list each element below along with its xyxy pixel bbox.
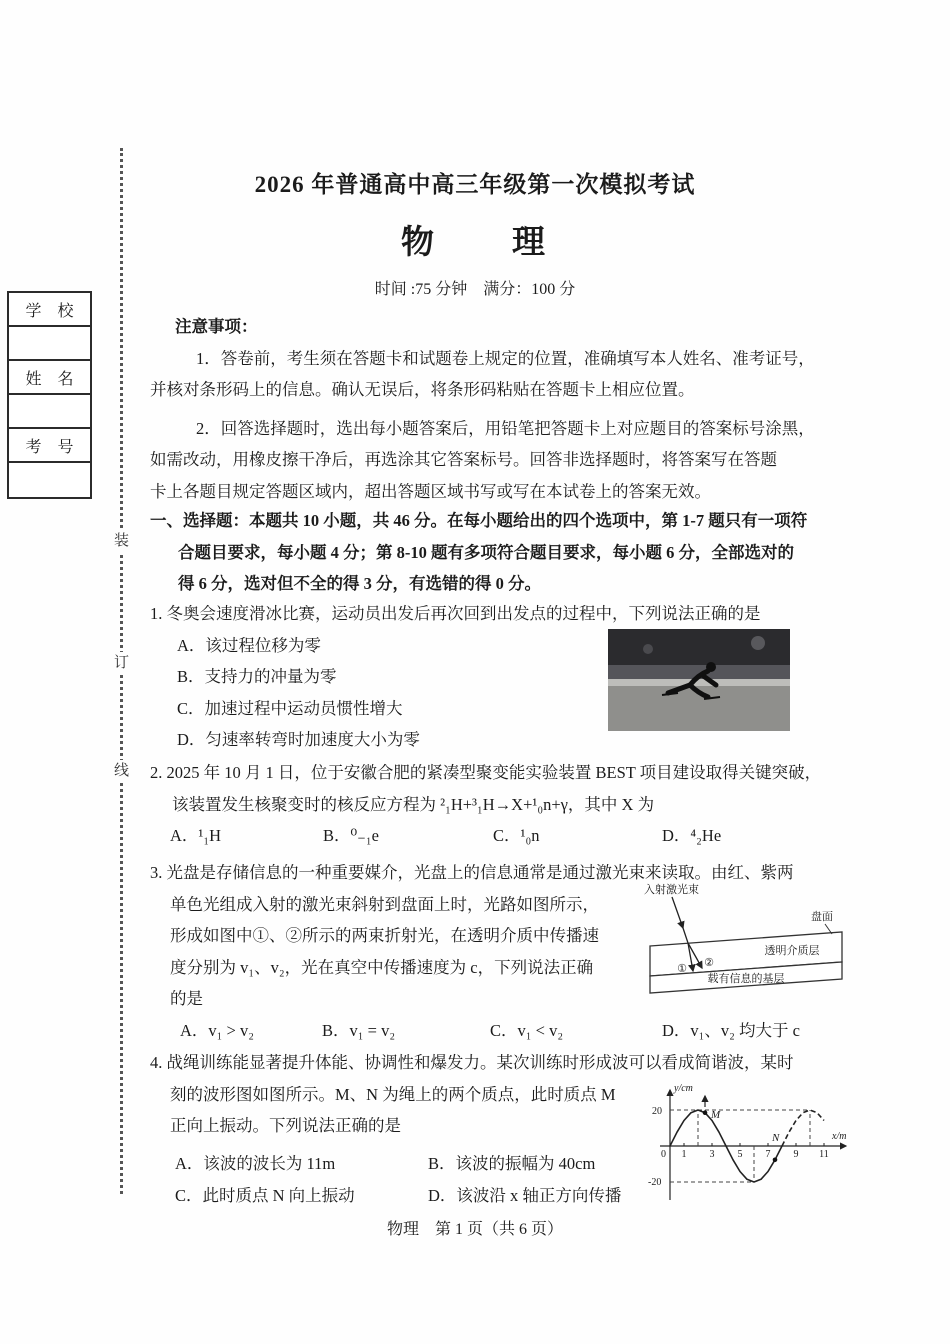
y-min-label: -20 — [648, 1177, 662, 1188]
transparent-layer-label: 透明介质层 — [764, 945, 820, 957]
q3-option-c: C．v₁ < v₂ — [490, 1020, 564, 1040]
name-input-box — [9, 395, 90, 429]
q4-stem-line2: 刻的波形图如图所示。M、N 为绳上的两个质点，此时质点 M — [170, 1084, 616, 1104]
y-max-label: 20 — [652, 1106, 662, 1117]
origin-label: 0 — [661, 1149, 666, 1160]
q4-option-a: A．该波的波长为 11m — [175, 1153, 336, 1173]
point-n-dot — [773, 1158, 778, 1163]
q2-stem-line1: 2. 2025 年 10 月 1 日，位于安徽合肥的紧凑型聚变能实验装置 BEST 项目建设取得关键突破， — [150, 763, 822, 782]
q1-option-c: C．加速过程中运动员惯性增大 — [177, 698, 403, 718]
q3-option-b: B．v₁ = v₂ — [322, 1020, 396, 1040]
x-tick-11: 11 — [819, 1149, 829, 1160]
q2-option-b: B．⁰₋₁e — [323, 826, 379, 846]
school-label: 学 校 — [9, 293, 90, 327]
point-m-label: M — [711, 1109, 721, 1121]
disc-surface-label: 盘面 — [811, 911, 833, 923]
q3-option-a: A．v₁ > v₂ — [180, 1020, 254, 1040]
page-footer: 物理 第 1 页（共 6 页） — [386, 1221, 563, 1238]
q4-option-c: C．此时质点 N 向上振动 — [175, 1185, 355, 1205]
q3-options-row — [150, 1015, 800, 1047]
name-label: 姓 名 — [9, 361, 90, 395]
notice-item2-line3: 卡上各题目规定答题区域内，超出答题区域书写或写在本试卷上的答案无效。 — [150, 481, 711, 501]
q4-option-b: B．该波的振幅为 40cm — [428, 1153, 596, 1173]
student-info-table — [7, 291, 92, 499]
page-title: 2026 年普通高中高三年级第一次模拟考试 — [254, 172, 696, 197]
incident-ray — [672, 897, 683, 928]
q3-stem-line4: 度分别为 v₁、v₂，光在真空中传播速度为 c，下列说法正确 — [170, 957, 594, 977]
wave-graph — [648, 1078, 853, 1215]
ray1-label: ① — [677, 963, 687, 975]
q1-option-a: A．该过程位移为零 — [177, 635, 321, 655]
q1-option-d: D．匀速率转弯时加速度大小为零 — [177, 730, 420, 750]
notice-heading: 注意事项： — [175, 317, 258, 336]
speed-skating-photo — [608, 629, 790, 736]
binding-char-ding: 订 — [111, 652, 132, 674]
ray2-label: ② — [704, 957, 714, 969]
exam-meta: 时间 :75 分钟 满分：100 分 — [374, 281, 576, 298]
x-tick-1: 1 — [681, 1149, 687, 1160]
section-header-line3: 得 6 分，选对但不全的得 3 分，有选错的得 0 分。 — [178, 574, 541, 594]
section-header-line2: 合题目要求，每小题 4 分；第 8-10 题有多项符合题目要求，每小题 6 分，全部选对的 — [178, 542, 794, 562]
q3-stem-line5: 的是 — [170, 989, 203, 1009]
x-axis-label: x/m — [832, 1131, 847, 1142]
school-input-box — [9, 327, 90, 361]
disc-diagram — [642, 882, 847, 1009]
q2-option-d: D．⁴₂He — [662, 826, 722, 846]
notice-item2-line2: 如需改动，用橡皮擦干净后，再选涂其它答案标号。回答非选择题时，将答案写在答题 — [150, 450, 777, 470]
x-tick-5: 5 — [737, 1149, 743, 1160]
q1-stem: 1. 冬奥会速度滑冰比赛，运动员出发后再次回到出发点的过程中，下列说法正确的是 — [150, 604, 761, 623]
point-n-label: N — [772, 1132, 780, 1144]
notice-item2-line1: 2．回答选择题时，选出每小题答案后，用铅笔把答题卡上对应题目的答案标号涂黑， — [196, 418, 815, 438]
q2-stem-line2: 该装置发生核聚变时的核反应方程为 ²₁H+³₁H→X+¹₀n+γ，其中 X 为 — [172, 794, 655, 814]
q2-option-c: C．¹₀n — [493, 826, 540, 846]
q1-option-b: B．支持力的冲量为零 — [177, 667, 337, 687]
q3-stem-line3: 形成如图中①、②所示的两束折射光，在透明介质中传播速 — [170, 926, 599, 946]
y-axis-label: y/cm — [674, 1083, 693, 1094]
subject-title: 物 理 — [401, 225, 549, 261]
question-2 — [150, 757, 821, 852]
notice-item1-line1: 1．答卷前，考生须在答题卡和试题卷上规定的位置，准确填写本人姓名、准考证号， — [196, 348, 815, 368]
x-tick-3: 3 — [709, 1149, 715, 1160]
q4-option-d: D．该波沿 x 轴正方向传播 — [428, 1185, 622, 1205]
notice-section — [150, 311, 860, 508]
section-header-line1: 一、选择题：本题共 10 小题，共 46 分。在每小题给出的四个选项中，第 1-7 题只有一项符 — [150, 511, 808, 530]
examno-input-box — [9, 463, 90, 497]
point-m-dot — [703, 1110, 708, 1115]
q2-options-row — [150, 820, 821, 852]
q4-stem-line3: 正向上振动。下列说法正确的是 — [170, 1116, 401, 1136]
base-layer-label: 载有信息的基层 — [707, 973, 785, 985]
q3-option-d: D．v₁、v₂ 均大于 c — [662, 1020, 800, 1040]
q3-stem-line2: 单色光组成入射的激光束斜射到盘面上时，光路如图所示， — [170, 894, 599, 914]
x-tick-9: 9 — [793, 1149, 799, 1160]
x-tick-7: 7 — [765, 1149, 771, 1160]
q3-stem-line1: 3. 光盘是存储信息的一种重要媒介，光盘上的信息通常是通过激光束来读取。由红、紫两 — [150, 863, 794, 882]
examno-label: 考 号 — [9, 429, 90, 463]
binding-char-zhuang: 装 — [111, 530, 132, 552]
q2-option-a: A．¹₁H — [170, 826, 222, 846]
section-header — [150, 505, 807, 600]
binding-char-xian: 线 — [111, 760, 132, 782]
incident-laser-label: 入射激光束 — [644, 884, 699, 896]
wave-curve-dashed — [782, 1110, 824, 1146]
notice-item1-line2: 并核对条形码上的信息。确认无误后，将条形码粘贴在答题卡上相应位置。 — [150, 380, 695, 400]
q4-stem-line1: 4. 战绳训练能显著提升体能、协调性和爆发力。某次训练时形成波可以看成简谐波，某时 — [150, 1053, 794, 1072]
